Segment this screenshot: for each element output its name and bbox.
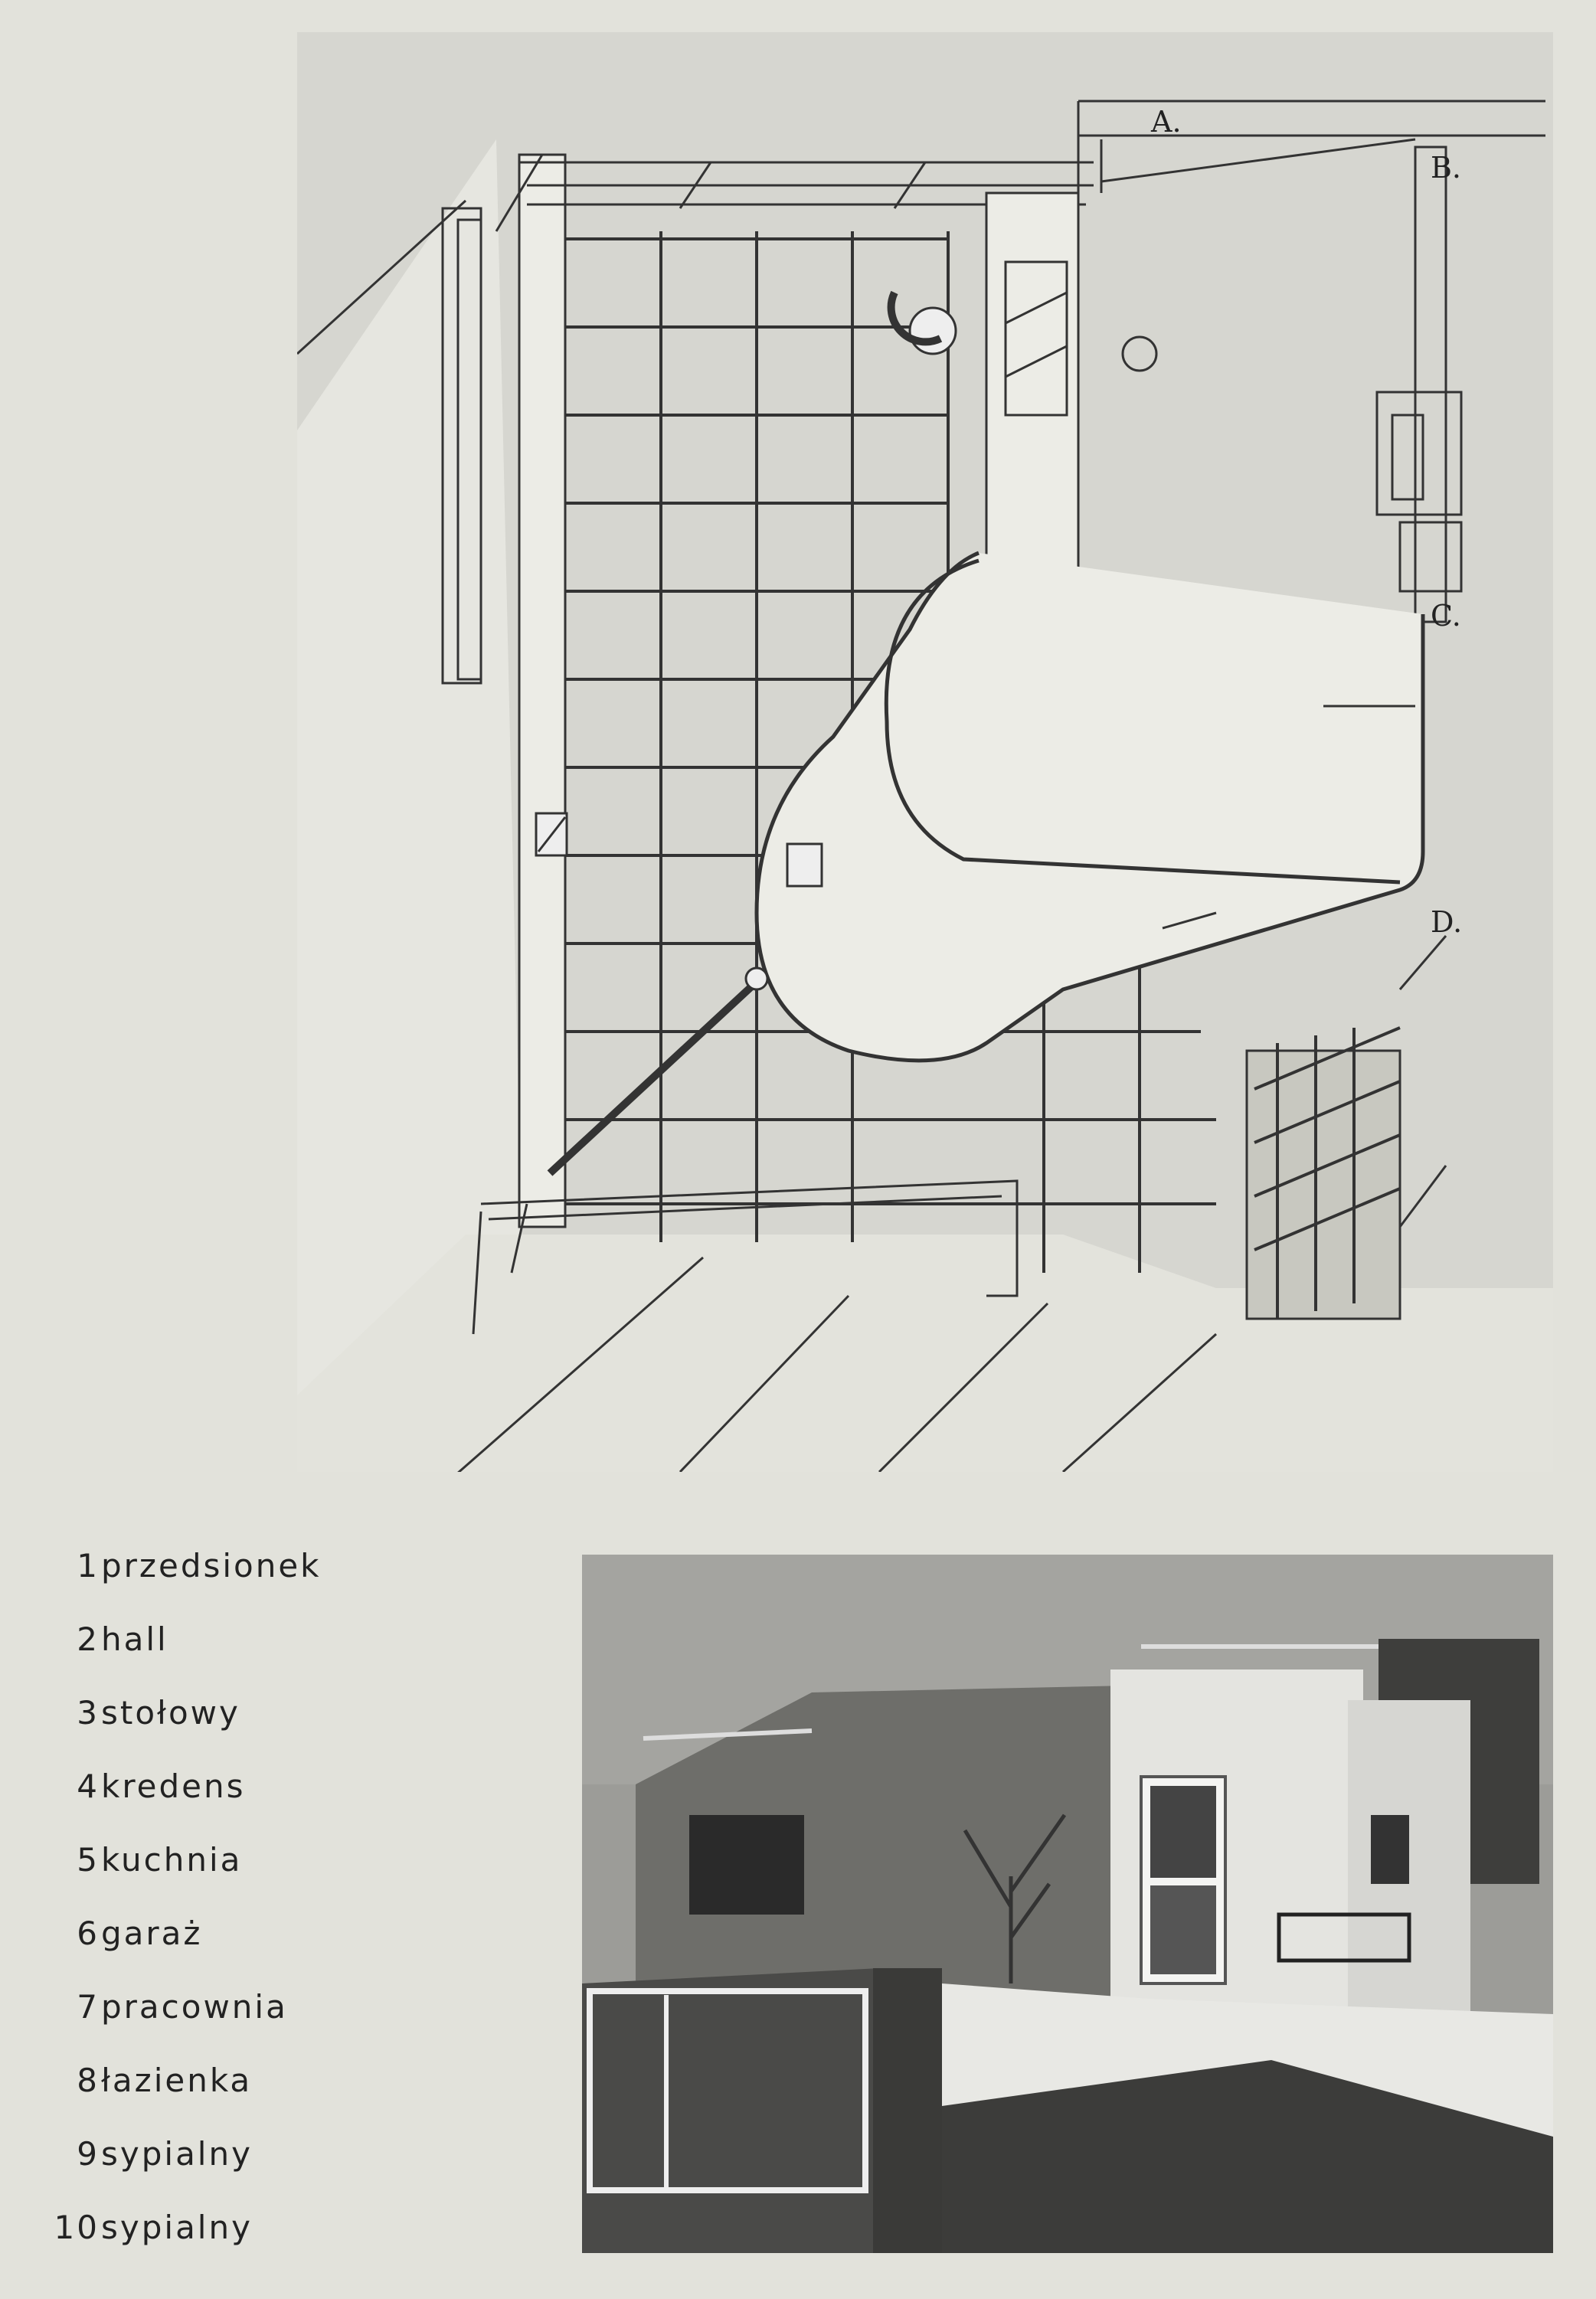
legend-label: sypialny (101, 2209, 253, 2246)
legend-item (0, 2135, 567, 2196)
legend-label: łazienka (101, 2062, 253, 2099)
legend-item (0, 1768, 567, 1829)
legend-label: kuchnia (101, 1841, 243, 1879)
section-label-c: C. (1431, 599, 1461, 633)
legend-label: garaż (101, 1915, 203, 1952)
legend-label: hall (101, 1620, 168, 1658)
legend-item (0, 1988, 567, 2049)
legend-item (0, 1915, 567, 1976)
legend-label: przedsionek (101, 1547, 322, 1584)
legend-number: 3 (77, 1694, 100, 1732)
legend-item (0, 2209, 567, 2270)
legend-label: sypialny (101, 2135, 253, 2173)
legend-item (0, 1620, 567, 1682)
isometric-house-drawing (297, 32, 1553, 1472)
legend-number: 8 (77, 2062, 100, 2099)
legend-number: 5 (77, 1841, 100, 1879)
legend-number: 6 (77, 1915, 100, 1952)
house-photograph (582, 1555, 1553, 2253)
legend-item (0, 1694, 567, 1755)
legend-number: 1 (77, 1547, 100, 1584)
legend-number: 9 (77, 2135, 100, 2173)
legend-label: kredens (101, 1768, 246, 1805)
legend-item (0, 2062, 567, 2123)
legend-label: pracownia (101, 1988, 288, 2026)
legend-item (0, 1841, 567, 1902)
legend-number: 2 (77, 1620, 100, 1658)
legend-number: 7 (77, 1988, 100, 2026)
section-label-b: B. (1431, 151, 1462, 185)
legend-number: 4 (77, 1768, 100, 1805)
legend-label: stołowy (101, 1694, 240, 1732)
legend-item (0, 1547, 567, 1608)
section-label-a: A. (1151, 105, 1182, 139)
legend-number: 10 (54, 2209, 100, 2246)
section-label-d: D. (1431, 905, 1463, 939)
